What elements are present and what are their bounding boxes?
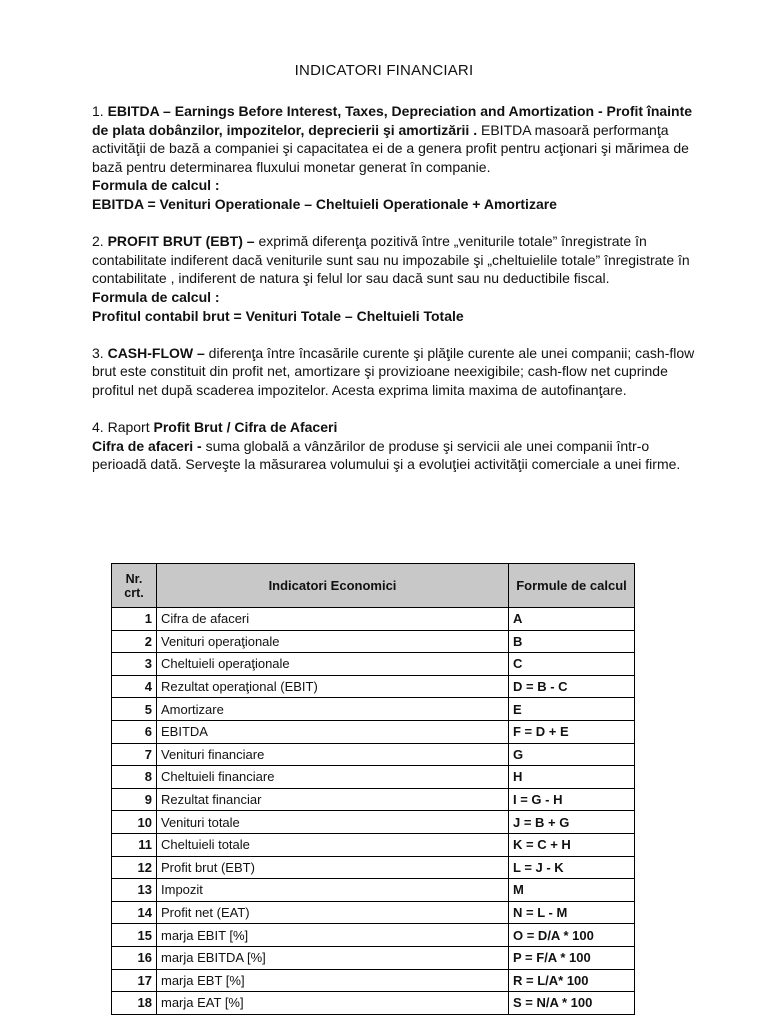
spacer: [92, 325, 702, 344]
formula: [92, 307, 702, 326]
document-body: [92, 102, 702, 474]
table-row: [112, 743, 635, 766]
row-indicator: Impozit: [157, 879, 509, 902]
row-indicator: Profit brut (EBT): [157, 856, 509, 879]
table-row: [112, 630, 635, 653]
row-number: 1: [112, 608, 157, 631]
row-indicator: Cifra de afaceri: [157, 608, 509, 631]
row-indicator: marja EBIT [%]: [157, 924, 509, 947]
row-number: 15: [112, 924, 157, 947]
row-indicator: marja EBITDA [%]: [157, 946, 509, 969]
formula-label-text: Formula de calcul :: [92, 288, 220, 305]
row-number: 13: [112, 879, 157, 902]
row-formula: F = D + E: [509, 720, 635, 743]
row-indicator: Profit net (EAT): [157, 901, 509, 924]
row-formula: C: [509, 653, 635, 676]
table-row: [112, 833, 635, 856]
row-formula: L = J - K: [509, 856, 635, 879]
row-number: 5: [112, 698, 157, 721]
table-row: [112, 901, 635, 924]
section-number: 2.: [92, 233, 104, 250]
row-number: 16: [112, 946, 157, 969]
row-indicator: Cheltuieli totale: [157, 833, 509, 856]
row-indicator: marja EAT [%]: [157, 992, 509, 1015]
row-indicator: Venituri totale: [157, 811, 509, 834]
table-row: [112, 766, 635, 789]
row-number: 8: [112, 766, 157, 789]
section-number: 1.: [92, 103, 104, 119]
spacer: [92, 400, 702, 419]
row-formula: I = G - H: [509, 788, 635, 811]
row-number: 11: [112, 833, 157, 856]
section-description: EBITDA masoară performanţa activităţii de bază a companiei şi capacitatea ei de a genera profit pentru acţionari şi mărimea de bază pentru determinarea fluxului monetar generat în companie.: [92, 121, 689, 175]
table-row: [112, 720, 635, 743]
table-row: [112, 879, 635, 902]
section-heading: EBITDA – Earnings Before Interest, Taxes, Depreciation and Amortization - Profit înainte de plata dobânzilor, impozitelor, deprecierii şi amortizării .: [92, 103, 693, 138]
table-row: [112, 788, 635, 811]
table-row: [112, 946, 635, 969]
row-formula: S = N/A * 100: [509, 992, 635, 1015]
formula-text: EBITDA = Venituri Operationale – Cheltuieli Operationale + Amortizare: [92, 195, 557, 212]
formula-text: Profitul contabil brut = Venituri Totale – Cheltuieli Totale: [92, 307, 464, 324]
formula-label: [92, 176, 702, 195]
row-indicator: marja EBT [%]: [157, 969, 509, 992]
formula-label: [92, 288, 702, 307]
row-number: 6: [112, 720, 157, 743]
spacer: [92, 214, 702, 233]
section-heading: CASH-FLOW –: [107, 344, 205, 361]
table-row: [112, 856, 635, 879]
definition-term: Cifra de afaceri -: [92, 437, 202, 454]
table-row: [112, 653, 635, 676]
row-number: 9: [112, 788, 157, 811]
definition-description: suma globală a vânzărilor de produse şi servicii ale unei companii într-o perioadă dată. Serveşte la măsurarea volumului şi a evoluţiei activităţii comerciale a unei firme.: [92, 437, 681, 473]
row-indicator: Amortizare: [157, 698, 509, 721]
section-heading: Profit Brut / Cifra de Afaceri: [153, 419, 338, 436]
formula: [92, 195, 702, 214]
row-formula: G: [509, 743, 635, 766]
indicators-table: [111, 563, 635, 1015]
row-number: 10: [112, 811, 157, 834]
section-cash-flow: [92, 344, 702, 400]
row-formula: O = D/A * 100: [509, 924, 635, 947]
row-indicator: Venituri operaţionale: [157, 630, 509, 653]
section-number: 4.: [92, 419, 104, 436]
table-row: [112, 992, 635, 1015]
row-formula: P = F/A * 100: [509, 946, 635, 969]
table-row: [112, 698, 635, 721]
table-row: [112, 675, 635, 698]
section-description: exprimă diferenţa pozitivă între „veniturile totale” înregistrate în contabilitate indiferent dacă veniturile sunt sau nu impozabile şi „cheltuielile totale” înregistrate în contabilitate , indiferent de natura şi felul lor sau dacă sunt sau nu deductibile fiscal.: [92, 233, 690, 287]
row-number: 2: [112, 630, 157, 653]
row-indicator: Rezultat operaţional (EBIT): [157, 675, 509, 698]
row-number: 18: [112, 992, 157, 1015]
section-description: diferenţa între încasările curente şi plăţile curente ale unei companii; cash-flow brut este constituit din profit net, amortizare şi provizioane neexigibile; cash-flow net cuprinde profitul net după scaderea impozitelor. Acesta exprima limita maxima de autofinanţare.: [92, 344, 695, 398]
row-number: 7: [112, 743, 157, 766]
row-indicator: Rezultat financiar: [157, 788, 509, 811]
table-header-row: [112, 564, 635, 608]
row-number: 4: [112, 675, 157, 698]
section-prefix: Raport: [103, 419, 154, 436]
row-indicator: EBITDA: [157, 720, 509, 743]
header-nr: Nr. crt.: [112, 564, 157, 608]
section-ebitda: [92, 102, 702, 176]
table-row: [112, 811, 635, 834]
row-number: 3: [112, 653, 157, 676]
row-formula: N = L - M: [509, 901, 635, 924]
document-title: INDICATORI FINANCIARI: [294, 62, 474, 79]
section-raport: [92, 418, 702, 437]
table-row: [112, 608, 635, 631]
row-indicator: Cheltuieli financiare: [157, 766, 509, 789]
row-formula: M: [509, 879, 635, 902]
section-number: 3.: [92, 344, 104, 361]
row-number: 12: [112, 856, 157, 879]
row-indicator: Cheltuieli operaţionale: [157, 653, 509, 676]
row-formula: D = B - C: [509, 675, 635, 698]
row-number: 14: [112, 901, 157, 924]
row-indicator: Venituri financiare: [157, 743, 509, 766]
row-formula: H: [509, 766, 635, 789]
formula-label-text: Formula de calcul :: [92, 177, 220, 194]
table-row: [112, 924, 635, 947]
header-indicator: Indicatori Economici: [157, 564, 509, 608]
row-formula: A: [509, 608, 635, 631]
row-formula: E: [509, 698, 635, 721]
section-heading: PROFIT BRUT (EBT) –: [107, 233, 255, 250]
section-profit-brut: [92, 232, 702, 288]
row-formula: J = B + G: [509, 811, 635, 834]
row-formula: K = C + H: [509, 833, 635, 856]
table-row: [112, 969, 635, 992]
header-formula: Formule de calcul: [509, 564, 635, 608]
table-body: [112, 608, 635, 1015]
row-formula: R = L/A* 100: [509, 969, 635, 992]
row-formula: B: [509, 630, 635, 653]
section-raport-definition: [92, 437, 702, 474]
row-number: 17: [112, 969, 157, 992]
